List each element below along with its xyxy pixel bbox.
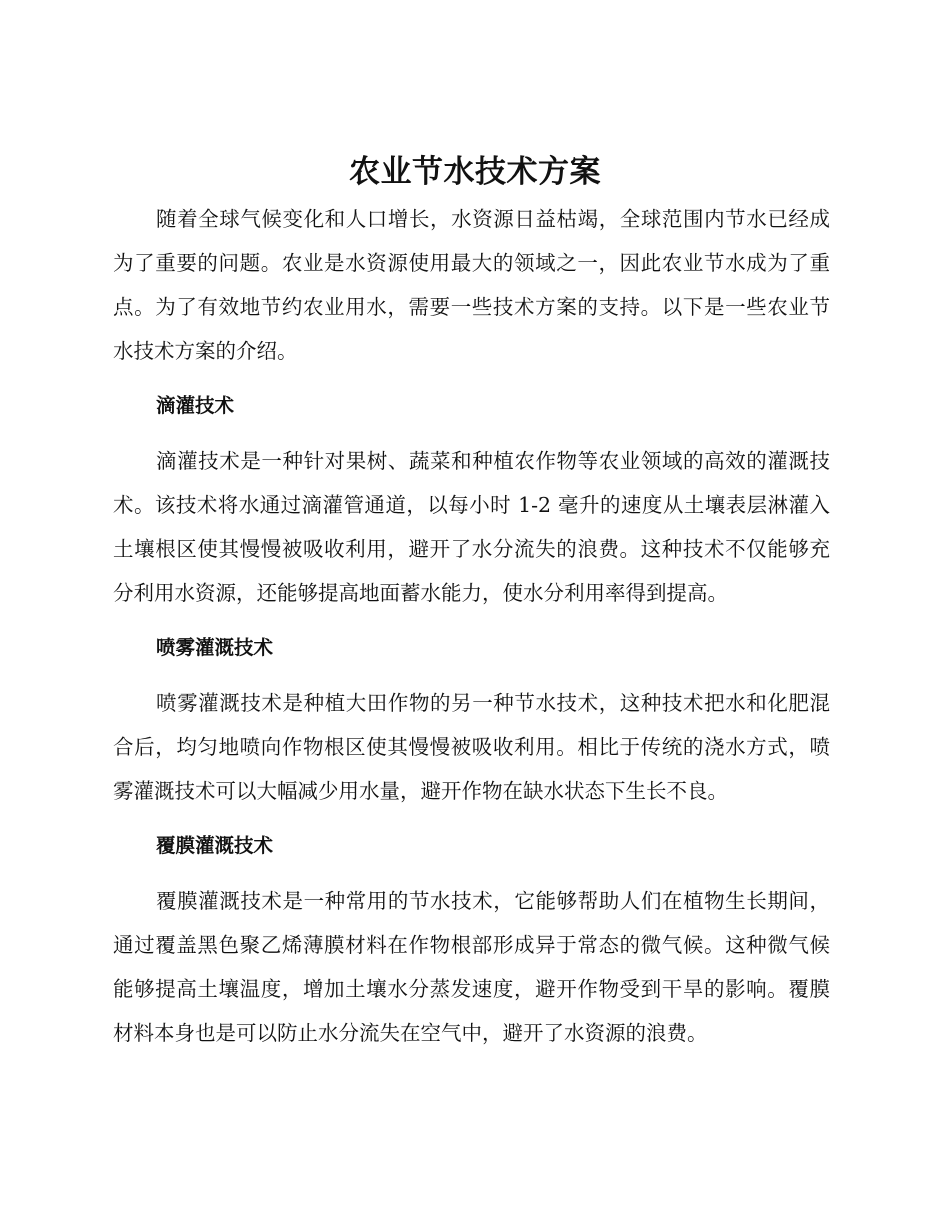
section-heading-spray-irrigation: 喷雾灌溉技术 [156, 636, 274, 659]
document-body [113, 197, 830, 1055]
document-title: 农业节水技术方案 [349, 154, 601, 190]
intro-paragraph: 随着全球气候变化和人口增长，水资源日益枯竭，全球范围内节水已经成为了重要的问题。农业是水资源使用最大的领域之一，因此农业节水成为了重点。为了有效地节约农业用水，需要一些技术方案的支持。以下是一些农业节水技术方案的介绍。 [113, 207, 830, 363]
section-body-drip-irrigation: 滴灌技术是一种针对果树、蔬菜和种植农作物等农业领域的高效的灌溉技术。该技术将水通过滴灌管通道，以每小时 1-2 毫升的速度从土壤表层淋灌入土壤根区使其慢慢被吸收利用，避开了水分流失的浪费。这种技术不仅能够充分利用水资源，还能够提高地面蓄水能力，使水分利用率得到提高。 [113, 449, 830, 605]
section-body-film-mulch-irrigation: 覆膜灌溉技术是一种常用的节水技术，它能够帮助人们在植物生长期间，通过覆盖黑色聚乙烯薄膜材料在作物根部形成异于常态的微气候。这种微气候能够提高土壤温度，增加土壤水分蒸发速度，避开作物受到干旱的影响。覆膜材料本身也是可以防止水分流失在空气中，避开了水资源的浪费。 [113, 889, 830, 1045]
section-body-spray-irrigation: 喷雾灌溉技术是种植大田作物的另一种节水技术，这种技术把水和化肥混合后，均匀地喷向作物根区使其慢慢被吸收利用。相比于传统的浇水方式，喷雾灌溉技术可以大幅减少用水量，避开作物在缺水状态下生长不良。 [113, 691, 830, 803]
section-heading-drip-irrigation: 滴灌技术 [156, 394, 235, 417]
section-heading-film-mulch-irrigation: 覆膜灌溉技术 [156, 834, 274, 857]
